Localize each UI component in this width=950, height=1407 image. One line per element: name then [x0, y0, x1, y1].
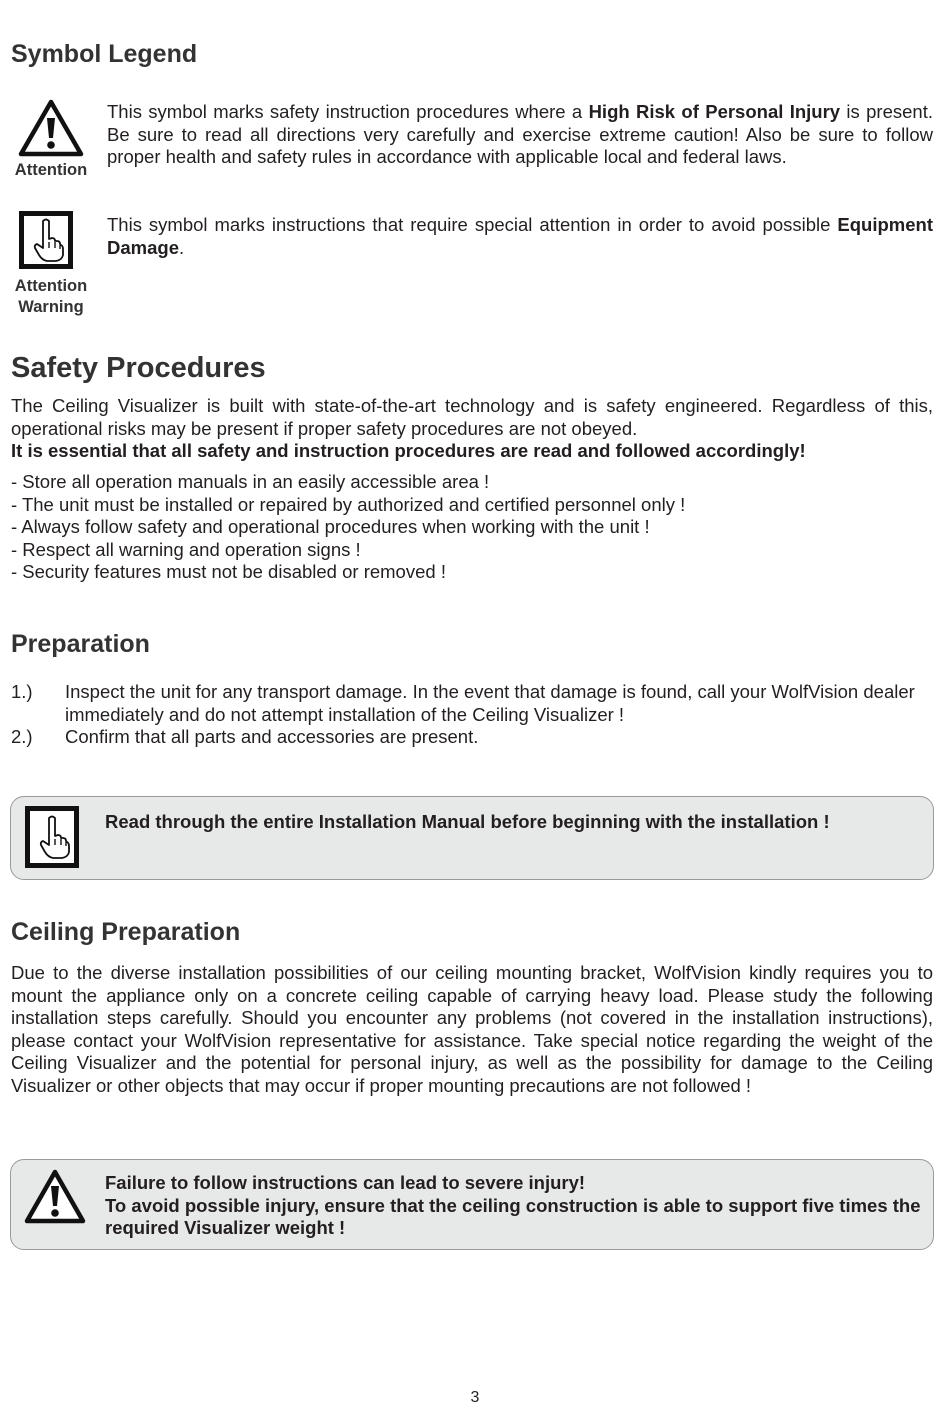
warning-triangle-icon [13, 98, 89, 160]
section-title-preparation: Preparation [11, 630, 150, 658]
warning-triangle-icon [23, 1168, 87, 1226]
pointing-finger-icon [25, 806, 79, 868]
warning-text: Failure to follow instructions can lead to severe injury! To avoid possible injury, ensure that the ceiling construction is able to support five times the required Visualizer weight ! [105, 1172, 921, 1239]
warning-description: This symbol marks instructions that require special attention in order to avoid possible Equipment Damage. [107, 214, 933, 258]
list-item: - Security features must not be disabled or removed ! [11, 561, 446, 583]
attention-symbol [13, 98, 89, 165]
attention-warning-symbol [19, 211, 73, 265]
safety-intro: The Ceiling Visualizer is built with state-of-the-art technology and is safety engineered. Regardless of this, operational risks may be present if proper safety procedures are not obeyed. [11, 395, 933, 439]
note-callout [10, 796, 934, 880]
step-text: Inspect the unit for any transport damage. In the event that damage is found, call your WolfVision dealer immediately and do not attempt installation of the Ceiling Visualizer ! [65, 681, 915, 725]
page-number: 3 [470, 1389, 480, 1406]
safety-list [11, 471, 933, 584]
ceiling-text: Due to the diverse installation possibilities of our ceiling mounting bracket, WolfVision kindly requires you to mount the appliance only on a concrete ceiling capable of carrying heavy load. Please study the following installation steps carefully. Should you encounter any problems (not covered in the installation instructions), please contact your WolfVision representative for assistance. Take special notice regarding the weight of the Ceiling Visualizer and the potential for personal injury, as well as the possibility for damage to the Ceiling Visualizer or other objects that may occur if proper mounting precautions are not followed ! [11, 962, 933, 1096]
list-item: - Respect all warning and operation signs ! [11, 538, 361, 560]
list-item [11, 726, 933, 749]
pointing-finger-icon [19, 211, 73, 269]
attention-warning-label: Attention Warning [14, 277, 88, 316]
list-item: - Always follow safety and operational procedures when working with the unit ! [11, 516, 650, 538]
preparation-steps [11, 681, 933, 749]
list-item [11, 681, 933, 726]
safety-emphasis: It is essential that all safety and instruction procedures are read and followed accordingly! [11, 440, 806, 461]
note-text: Read through the entire Installation Manual before beginning with the installation ! [105, 811, 830, 832]
step-number: 2.) [11, 726, 33, 748]
section-title-symbol-legend: Symbol Legend [11, 40, 198, 68]
step-text: Confirm that all parts and accessories are present. [65, 726, 479, 748]
warning-callout [10, 1159, 934, 1250]
step-number: 1.) [11, 681, 33, 702]
list-item: - Store all operation manuals in an easily accessible area ! [11, 471, 490, 492]
attention-description: This symbol marks safety instruction procedures where a High Risk of Personal Injury is present. Be sure to read all directions very carefully and exercise extreme caution! Also be sure to follow proper health and safety rules in accordance with applicable local and federal laws. [107, 101, 933, 168]
section-title-ceiling-preparation: Ceiling Preparation [11, 918, 241, 946]
section-title-safety-procedures: Safety Procedures [11, 352, 266, 384]
attention-label: Attention [14, 161, 88, 179]
list-item: - The unit must be installed or repaired by authorized and certified personnel only ! [11, 493, 686, 515]
